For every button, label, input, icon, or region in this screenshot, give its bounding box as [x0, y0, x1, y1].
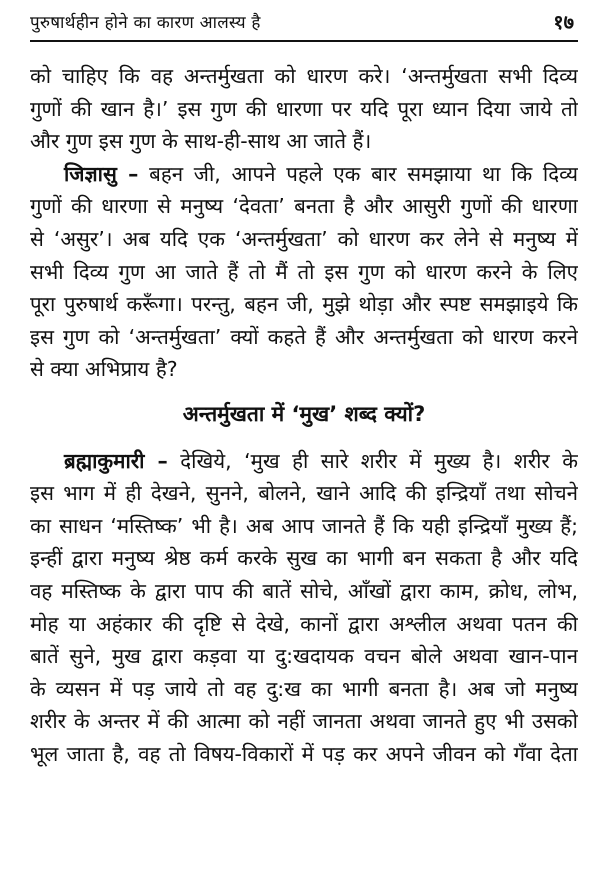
text-line: बातें सुने, मुख द्वारा कड़वा या दु:खदायक वचन बोले अथवा खान-पान — [30, 644, 578, 669]
paragraph-continuation — [30, 60, 578, 158]
text-line: मोह या अहंकार की दृष्टि से देखे, कानों द्वारा अश्लील अथवा पतन की — [30, 611, 578, 636]
text-line: के व्यसन में पड़ जाये तो वह दु:ख का भागी बनता है। अब जो मनुष्य — [30, 676, 578, 701]
running-header — [30, 6, 578, 42]
text-line: भूल जाता है, वह तो विषय-विकारों में पड़ कर अपने जीवन को गँवा देता — [30, 741, 578, 766]
text-line: वह मस्तिष्क के द्वारा पाप की बातें सोचे, आँखों द्वारा काम, क्रोध, लोभ, — [30, 578, 578, 603]
text-line: का साधन ‘मस्तिष्क’ भी है। अब आप जानते हैं कि यही इन्द्रियाँ मुख्य हैं; — [30, 513, 578, 538]
paragraph-brahmakumari — [30, 445, 578, 771]
text-line: इन्हीं द्वारा मनुष्य श्रेष्ठ कर्म करके सुख का भागी बन सकता है और यदि — [30, 546, 578, 571]
text-line: को चाहिए कि वह अन्तर्मुखता को धारण करे। ‘अन्तर्मुखता सभी दिव्य — [30, 64, 578, 88]
text-line: सभी दिव्य गुण आ जाते हैं तो मैं तो इस गुण को धारण करने के लिए — [30, 259, 578, 284]
page-number: १७ — [553, 10, 574, 34]
text-fragment: बहन जी, आपने पहले एक बार समझाया था कि दिव्य — [138, 161, 578, 186]
text-line: पूरा पुरुषार्थ करूँगा। परन्तु, बहन जी, मुझे थोड़ा और स्पष्ट समझाइये कि — [30, 292, 578, 317]
header-title: पुरुषार्थहीन होने का कारण आलस्य है — [30, 13, 261, 33]
text-line: इस भाग में ही देखने, सुनने, बोलने, खाने आदि की इन्द्रियाँ तथा सोचने — [30, 481, 578, 506]
text-line: गुणों की खान है।’ इस गुण की धारणा पर यदि पूरा ध्यान दिया जाये तो — [30, 96, 578, 121]
speaker-label: ब्रह्माकुमारी – — [64, 448, 168, 473]
text-line: इस गुण को ‘अन्तर्मुखता’ क्यों कहते हैं और अन्तर्मुखता को धारण करने — [30, 324, 578, 349]
text-line — [30, 445, 578, 478]
text-line: गुणों की धारणा से मनुष्य ‘देवता’ बनता है और आसुरी गुणों की धारणा — [30, 194, 578, 219]
text-line: शरीर के अन्तर में की आत्मा को नहीं जानता अथवा जानते हुए भी उसको — [30, 709, 578, 734]
speaker-label: जिज्ञासु – — [64, 161, 139, 186]
section-heading: अन्तर्मुखता में ‘मुख’ शब्द क्यों? — [182, 401, 426, 426]
body-text — [30, 60, 578, 770]
text-fragment: देखिये, ‘मुख ही सारे शरीर में मुख्य है। शरीर के — [167, 448, 578, 473]
text-line: से ‘असुर’। अब यदि एक ‘अन्तर्मुखता’ को धारण कर लेने से मनुष्य में — [30, 226, 578, 251]
text-line: से क्या अभिप्राय है? — [30, 357, 178, 382]
text-line: और गुण इस गुण के साथ-ही-साथ आ जाते हैं। — [30, 129, 372, 154]
paragraph-jigyasu — [30, 158, 578, 386]
text-line — [30, 158, 578, 191]
